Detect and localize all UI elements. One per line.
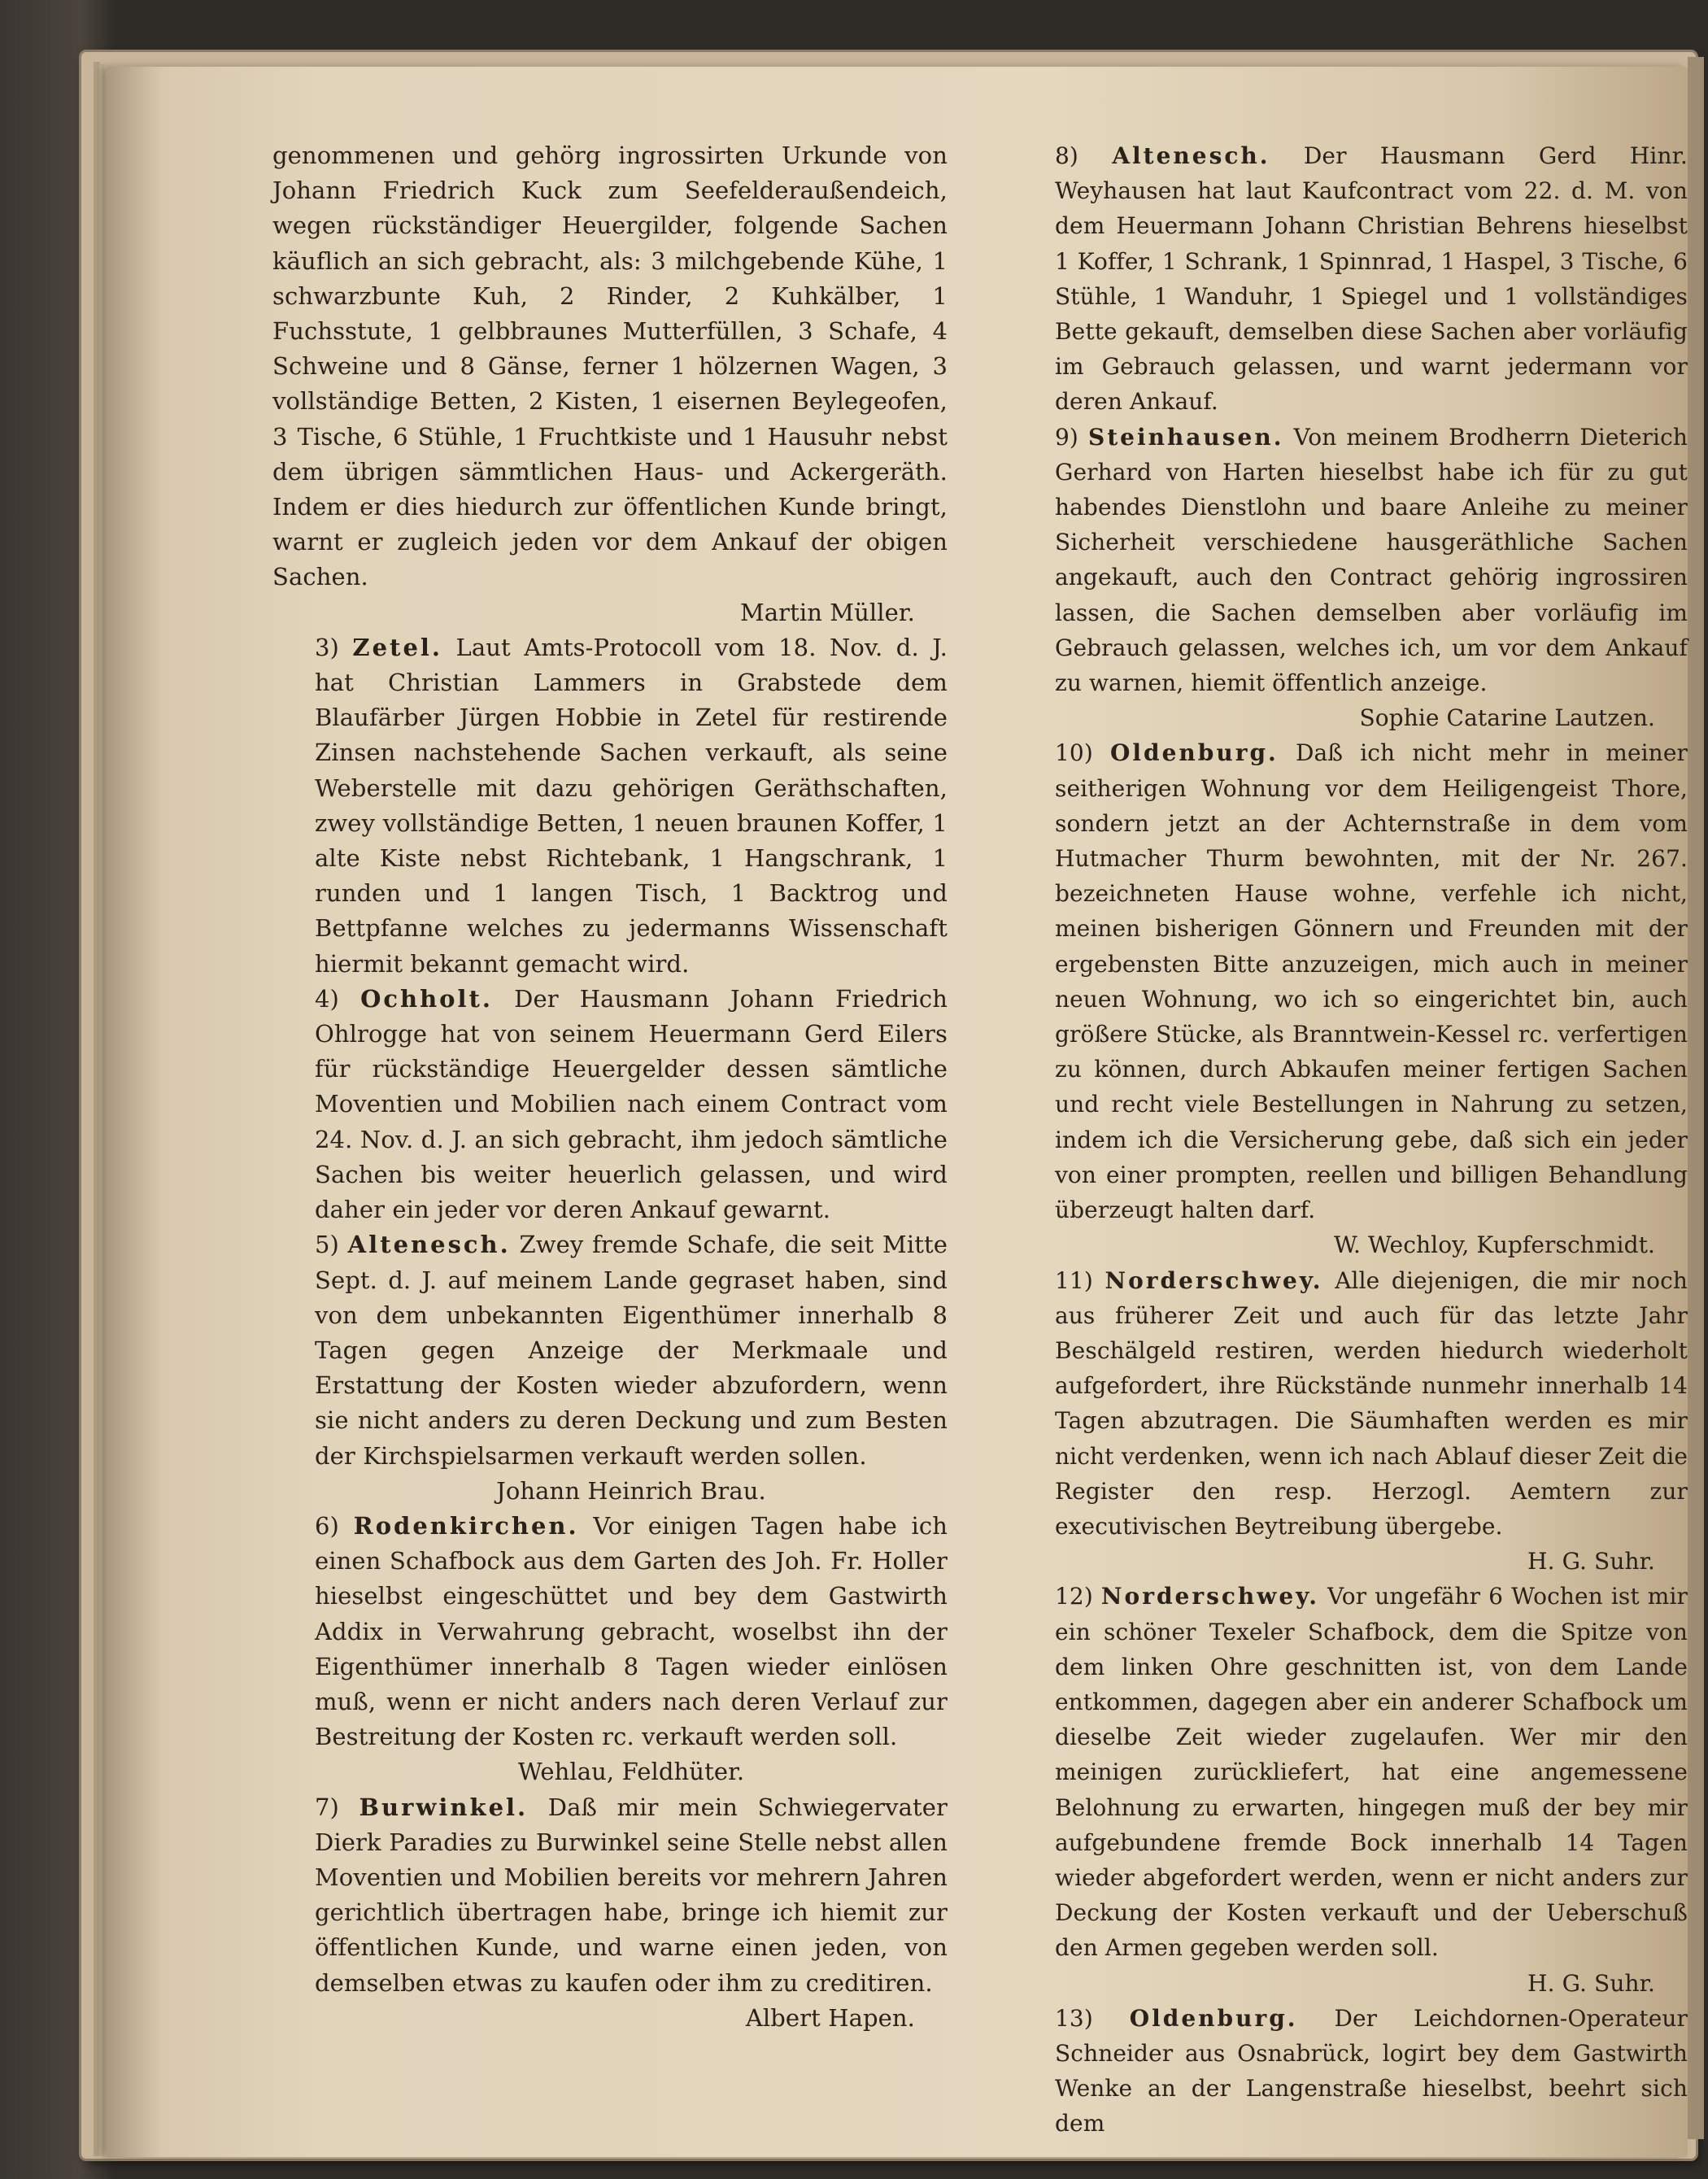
notice-place: Ochholt. [360,984,494,1013]
notice-body: Der Hausmann Gerd Hinr. Weyhausen hat laut Kaufcontract vom 22. d. M. von dem Heuermann Johann Christian Behrens hieselbst 1 Koffer, 1 Schrank, 1 Spinnrad, 1 Haspel, 3 Tische, 6 Stühle, 1 Wanduhr, 1 Spiegel und 1 vollständiges Bette gekauft, demselben diese Sachen aber vorläufig im Gebrauch gelassen, und warnt jedermann vor deren Ankauf. [1055,142,1688,416]
notice-number: 10) [1055,739,1093,767]
notice-place: Steinhausen. [1087,423,1284,451]
text-columns [272,138,1688,2138]
notice-place: Oldenburg. [1110,739,1279,767]
notice-6 [272,1509,948,1790]
notice-number: 12) [1055,1583,1093,1610]
notice-body: Von meinem Brodherrn Dieterich Gerhard von Harten hieselbst habe ich für zu gut habendes Dienstlohn und baare Anleihe zu meiner Sicherheit verschiedene hausgeräthliche Sachen angekauft, auch den Contract gehörig ingrossiren lassen, die Sachen demselben aber vorläufig im Gebrauch gelassen, welches ich, um vor dem Ankauf zu warnen, hiemit öffentlich anzeige. [1055,423,1688,697]
notice-signature: Wehlau, Feldhüter. [517,1758,745,1786]
page-edge [99,64,104,2156]
notice-8 [1013,138,1688,420]
notice-place: Altenesch. [1112,142,1270,169]
notice-number: 9) [1055,423,1078,451]
notice-signature: W. Wechloy, Kupferschmidt. [1333,1231,1655,1259]
notice-body: Daß ich nicht mehr in meiner seitherigen Wohnung vor dem Heiligengeist Thore, sondern jetzt an der Achternstraße in dem vom Hutmacher Thurm bewohnten, mit der Nr. 267. bezeichneten Hause wohne, verfehle ich nicht, meinen bisherigen Gönnern und Freunden mit der ergebensten Bitte anzuzeigen, mich auch in meiner neuen Wohnung, wo ich so eingerichtet bin, auch größere Stücke, als Branntwein-Kessel rc. verfertigen zu können, durch Abkaufen meiner fertigen Sachen und recht viele Bestellungen in Nahrung zu setzen, indem ich die Versicherung gebe, daß sich ein jeder von einer prompten, reellen und billigen Behandlung überzeugt halten darf. [1055,739,1688,1224]
notice-number: 5) [315,1231,339,1259]
notice-signature: Martin Müller. [739,598,915,626]
notice-9 [1013,420,1688,736]
notice-place: Zetel. [352,633,443,661]
notice-5 [272,1227,948,1509]
notice-number: 7) [315,1793,339,1821]
notice-place: Rodenkirchen. [353,1511,579,1540]
notice-body: Vor einigen Tagen habe ich einen Schafbock aus dem Garten des Joh. Fr. Holler hieselbst eingeschüttet und bey dem Gastwirth Addix in Verwahrung gebracht, woselbst ihn der Eigenthümer innerhalb 8 Tagen wieder einlösen muß, wenn er nicht anders nach deren Verlauf zur Bestreitung der Kosten rc. verkauft werden soll. [315,1511,948,1751]
notice-body: Der Hausmann Johann Friedrich Ohlrogge hat von seinem Heuermann Gerd Eilers für rückständige Heuergelder dessen sämtliche Moventien und Mobilien nach einem Contract vom 24. Nov. d. J. an sich gebracht, ihm jedoch sämtliche Sachen bis weiter heuerlich gelassen, und wird daher ein jeder vor deren Ankauf gewarnt. [315,984,948,1224]
notice-body: genommenen und gehörg ingrossirten Urkunde von Johann Friedrich Kuck zum Seefelderaußendeich, wegen rückständiger Heuergilder, folgende Sachen käuflich an sich gebracht, als: 3 milchgebende Kühe, 1 schwarzbunte Kuh, 2 Rinder, 2 Kuhkälber, 1 Fuchsstute, 1 gelbbraunes Mutterfüllen, 3 Schafe, 4 Schweine und 8 Gänse, ferner 1 hölzernen Wagen, 3 vollständige Betten, 2 Kisten, 1 eisernen Beylegeofen, 3 Tische, 6 Stühle, 1 Fruchtkiste und 1 Hausuhr nebst dem übrigen sämmtlichen Haus- und Ackergeräth. Indem er dies hiedurch zur öffentlichen Kunde bringt, warnt er zugleich jeden vor dem Ankauf der obigen Sachen. [272,142,948,591]
notice-13 [1013,2001,1688,2142]
right-column [1013,138,1688,2138]
notice-7 [272,1790,948,2036]
notice-place: Altenesch. [347,1231,511,1259]
notice-signature: H. G. Suhr. [1527,1548,1655,1575]
notice-signature: H. G. Suhr. [1527,1969,1655,1997]
notice-body: Laut Amts-Protocoll vom 18. Nov. d. J. hat Christian Lammers in Grabstede dem Blaufärber Jürgen Hobbie in Zetel für restirende Zinsen nachstehende Sachen verkauft, als seine Weberstelle mit dazu gehörigen Geräthschaften, zwey vollständige Betten, 1 neuen braunen Koffer, 1 alte Kiste nebst Richtebank, 1 Hangschrank, 1 runden und 1 langen Tisch, 1 Backtrog und Bettpfanne welches zu jedermanns Wissenschaft hiermit bekannt gemacht wird. [315,633,948,978]
notice-continued [272,138,948,630]
notice-signature: Albert Hapen. [745,2003,915,2032]
notice-number: 4) [315,984,339,1013]
notice-10 [1013,735,1688,1262]
notice-12 [1013,1579,1688,2000]
notice-number: 11) [1055,1266,1093,1294]
notice-place: Norderschwey. [1105,1266,1323,1294]
notice-body: Alle diejenigen, die mir noch aus früherer Zeit und auch für das letzte Jahr Beschälgeld restiren, werden hiedurch wiederholt aufgefordert, ihre Rückstände nunmehr innerhalb 14 Tagen abzutragen. Die Säumhaften werden es mir nicht verdenken, wenn ich nach Ablauf dieser Zeit die Register den resp. Herzogl. Aemtern zur executivischen Beytreibung übergebe. [1055,1266,1688,1540]
left-column [272,138,948,2107]
notice-number: 8) [1055,142,1078,169]
notice-body: Der Leichdornen-Operateur Schneider aus Osnabrück, logirt bey dem Gastwirth Wenke an der Langenstraße hieselbst, beehrt sich dem [1055,2004,1688,2138]
notice-3 [272,630,948,982]
notice-number: 6) [315,1511,339,1540]
notice-4 [272,982,948,1227]
notice-place: Burwinkel. [359,1793,529,1821]
notice-place: Norderschwey. [1100,1583,1319,1610]
notice-body: Zwey fremde Schafe, die seit Mitte Sept. d. J. auf meinem Lande gegraset haben, sind von dem unbekannten Eigenthümer innerhalb 8 Tagen gegen Anzeige der Merkmaale und Erstattung der Kosten wieder abzufordern, wenn sie nicht anders zu deren Deckung und zum Besten der Kirchspielsarmen verkauft werden sollen. [315,1231,948,1470]
notice-place: Oldenburg. [1129,2004,1298,2032]
notice-11 [1013,1263,1688,1580]
notice-number: 13) [1055,2004,1093,2032]
notice-body: Vor ungefähr 6 Wochen ist mir ein schöner Texeler Schafbock, dem die Spitze von dem linken Ohre geschnitten ist, von dem Lande entkommen, dagegen aber ein anderer Schafbock um dieselbe Zeit wieder zugelaufen. Wer mir den meinigen zurückliefert, hat eine angemessene Belohnung zu erwarten, hingegen muß der bey mir aufgebundene fremde Bock innerhalb 14 Tagen wieder abgefordert werden, wenn er nicht anders zur Deckung der Kosten verkauft und der Ueberschuß den Armen gegeben werden soll. [1055,1583,1688,1962]
notice-number: 3) [315,633,339,661]
notice-signature: Johann Heinrich Brau. [496,1476,766,1505]
notice-signature: Sophie Catarine Lautzen. [1359,704,1655,732]
binding-edge [1688,57,1704,2139]
notice-body: Daß mir mein Schwiegervater Dierk Paradies zu Burwinkel seine Stelle nebst allen Moventien und Mobilien bereits vor mehrern Jahren gerichtlich übertragen habe, bringe ich hiemit zur öffentlichen Kunde, und warne einen jeden, von demselben etwas zu kaufen oder ihm zu creditiren. [315,1793,948,1997]
